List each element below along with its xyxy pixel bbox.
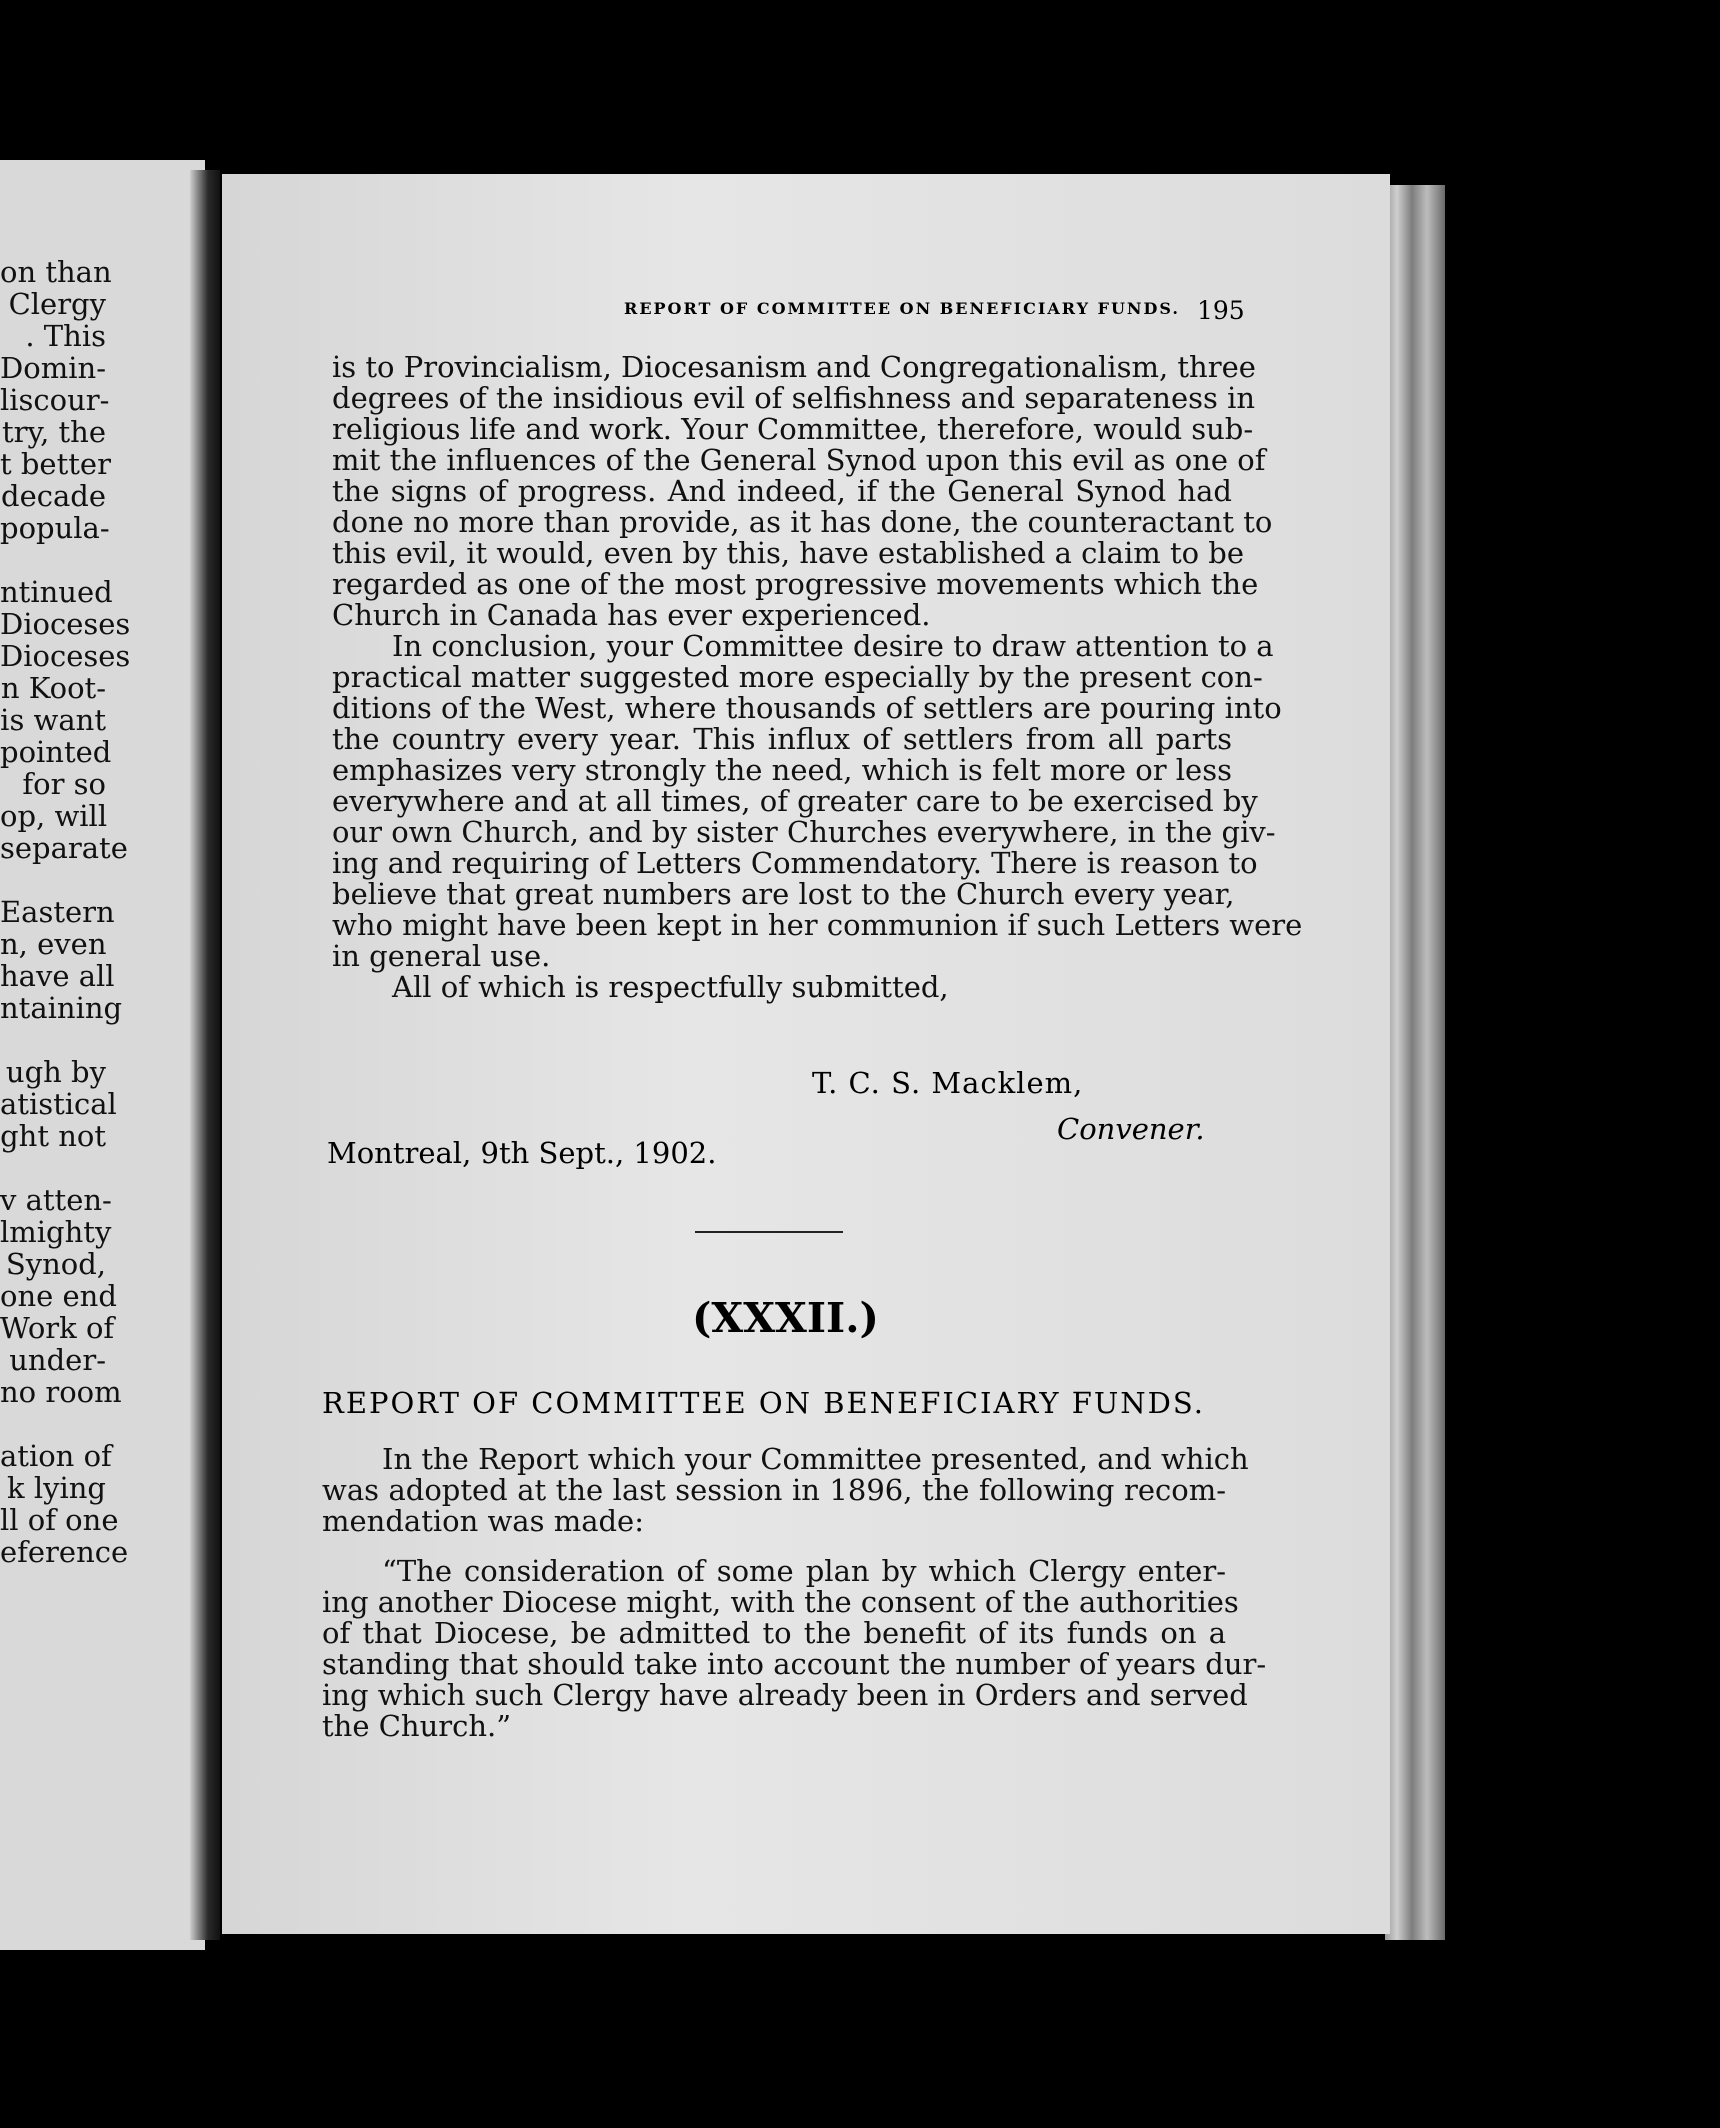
text-line: the signs of progress. And indeed, if the General Synod had bbox=[332, 474, 1232, 508]
left-page-line: ntinued bbox=[0, 575, 113, 609]
quote-line: ing another Diocese might, with the consent of the authorities bbox=[322, 1585, 1239, 1619]
quote-line: “The consideration of some plan by which Clergy enter- bbox=[382, 1554, 1226, 1588]
text-line: done no more than provide, as it has done, the counteractant to bbox=[332, 505, 1273, 539]
left-page-line bbox=[0, 192, 106, 224]
left-page-line: k lying bbox=[7, 1471, 106, 1505]
left-page-line: decade bbox=[1, 479, 106, 513]
book-gutter bbox=[190, 170, 220, 1940]
left-page-line: on than bbox=[0, 255, 112, 289]
left-page-line: ntaining bbox=[0, 991, 123, 1025]
signature: T. C. S. Macklem, bbox=[812, 1066, 1084, 1100]
left-page-line bbox=[0, 864, 106, 896]
signature-role: Convener. bbox=[1057, 1112, 1205, 1146]
text-line: in general use. bbox=[332, 939, 551, 973]
text-line: practical matter suggested more especially by the present con- bbox=[332, 660, 1263, 694]
body-text bbox=[332, 350, 1303, 1004]
text-line: this evil, it would, even by this, have established a claim to be bbox=[332, 536, 1245, 570]
left-page-line bbox=[0, 1408, 106, 1440]
section-divider bbox=[695, 1231, 843, 1233]
paragraph-1 bbox=[332, 350, 1273, 632]
closing-line: All of which is respectfully submitted, bbox=[392, 970, 949, 1004]
left-page-line: no room bbox=[0, 1375, 122, 1409]
left-page-line: ll of one bbox=[0, 1503, 119, 1537]
left-page-line bbox=[0, 160, 106, 192]
text-line: ditions of the West, where thousands of settlers are pouring into bbox=[332, 691, 1282, 725]
left-page-line: for so bbox=[22, 767, 106, 801]
left-page-line: pointed bbox=[0, 735, 112, 769]
text-line: our own Church, and by sister Churches everywhere, in the giv- bbox=[332, 815, 1276, 849]
left-page-line: Dioceses bbox=[0, 639, 131, 673]
left-page-line: under- bbox=[9, 1343, 106, 1377]
text-line: emphasizes very strongly the need, which is felt more or less bbox=[332, 753, 1232, 787]
page-edges bbox=[1385, 185, 1445, 1940]
left-page-line: Synod, bbox=[5, 1247, 106, 1281]
left-page-line: eference bbox=[0, 1535, 129, 1569]
text-line: degrees of the insidious evil of selfishness and separateness in bbox=[332, 381, 1256, 415]
quoted-recommendation bbox=[322, 1554, 1267, 1743]
left-page-line: have all bbox=[0, 959, 115, 993]
left-page-line: op, will bbox=[0, 799, 108, 833]
left-page-line: ght not bbox=[0, 1119, 106, 1153]
left-page-line: ation of bbox=[0, 1439, 112, 1473]
text-line: religious life and work. Your Committee, therefore, would sub- bbox=[332, 412, 1254, 446]
text-line: everywhere and at all times, of greater care to be exercised by bbox=[332, 784, 1258, 818]
text-line: the country every year. This influx of settlers from all parts bbox=[332, 722, 1232, 756]
text-line: believe that great numbers are lost to the Church every year, bbox=[332, 877, 1235, 911]
left-page-line: liscour- bbox=[0, 383, 110, 417]
left-page bbox=[0, 160, 205, 1950]
quote-line: the Church.” bbox=[322, 1709, 512, 1743]
left-page-line: lmighty bbox=[0, 1215, 112, 1249]
section-number: (XXXII.) bbox=[692, 1294, 879, 1342]
left-page-line: ugh by bbox=[5, 1055, 106, 1089]
section-paragraph bbox=[322, 1442, 1249, 1538]
paragraph-2 bbox=[332, 629, 1303, 973]
text-line: mendation was made: bbox=[322, 1504, 644, 1538]
running-head: REPORT OF COMMITTEE ON BENEFICIARY FUNDS. bbox=[624, 299, 1180, 318]
left-page-line: . This bbox=[25, 319, 106, 353]
section-title: REPORT OF COMMITTEE ON BENEFICIARY FUNDS. bbox=[322, 1386, 1205, 1420]
text-line: Church in Canada has ever experienced. bbox=[332, 598, 931, 632]
text-line: ing and requiring of Letters Commendatory. There is reason to bbox=[332, 846, 1258, 880]
left-page-line: t better bbox=[0, 447, 111, 481]
left-page-line bbox=[0, 544, 106, 576]
text-line: was adopted at the last session in 1896, the following recom- bbox=[322, 1473, 1226, 1507]
text-line: who might have been kept in her communion if such Letters were bbox=[332, 908, 1303, 942]
quote-line: of that Diocese, be admitted to the benefit of its funds on a bbox=[322, 1616, 1226, 1650]
text-line: is to Provincialism, Diocesanism and Congregationalism, three bbox=[332, 350, 1256, 384]
quote-line: ing which such Clergy have already been in Orders and served bbox=[322, 1678, 1248, 1712]
left-page-line: Domin- bbox=[0, 351, 106, 385]
date-line: Montreal, 9th Sept., 1902. bbox=[327, 1136, 717, 1170]
right-page bbox=[222, 174, 1390, 1934]
page-number: 195 bbox=[1197, 296, 1245, 325]
left-page-line bbox=[0, 1152, 106, 1184]
text-line: regarded as one of the most progressive movements which the bbox=[332, 567, 1259, 601]
left-page-line: separate bbox=[0, 831, 128, 865]
left-page-line: one end bbox=[0, 1279, 117, 1313]
left-page-line: Eastern bbox=[0, 895, 115, 929]
text-line: In conclusion, your Committee desire to draw attention to a bbox=[392, 629, 1274, 663]
left-page-line: Clergy bbox=[8, 287, 106, 321]
text-line: mit the influences of the General Synod upon this evil as one of bbox=[332, 443, 1266, 477]
left-page-line: n Koot- bbox=[0, 671, 106, 705]
left-page-line: v atten- bbox=[0, 1183, 112, 1217]
left-page-line bbox=[0, 1024, 106, 1056]
left-page-line bbox=[0, 224, 106, 256]
left-page-line: Work of bbox=[0, 1311, 115, 1345]
left-page-line: n, even bbox=[0, 927, 107, 961]
left-page-line: atistical bbox=[0, 1087, 117, 1121]
left-page-line: is want bbox=[0, 703, 106, 737]
left-page-line: Dioceses bbox=[0, 607, 131, 641]
left-page-line: try, the bbox=[2, 415, 106, 449]
text-line: In the Report which your Committee presented, and which bbox=[382, 1442, 1249, 1476]
left-page-line: popula- bbox=[0, 511, 110, 545]
left-page-text bbox=[0, 160, 131, 1569]
quote-line: standing that should take into account the number of years dur- bbox=[322, 1647, 1267, 1681]
